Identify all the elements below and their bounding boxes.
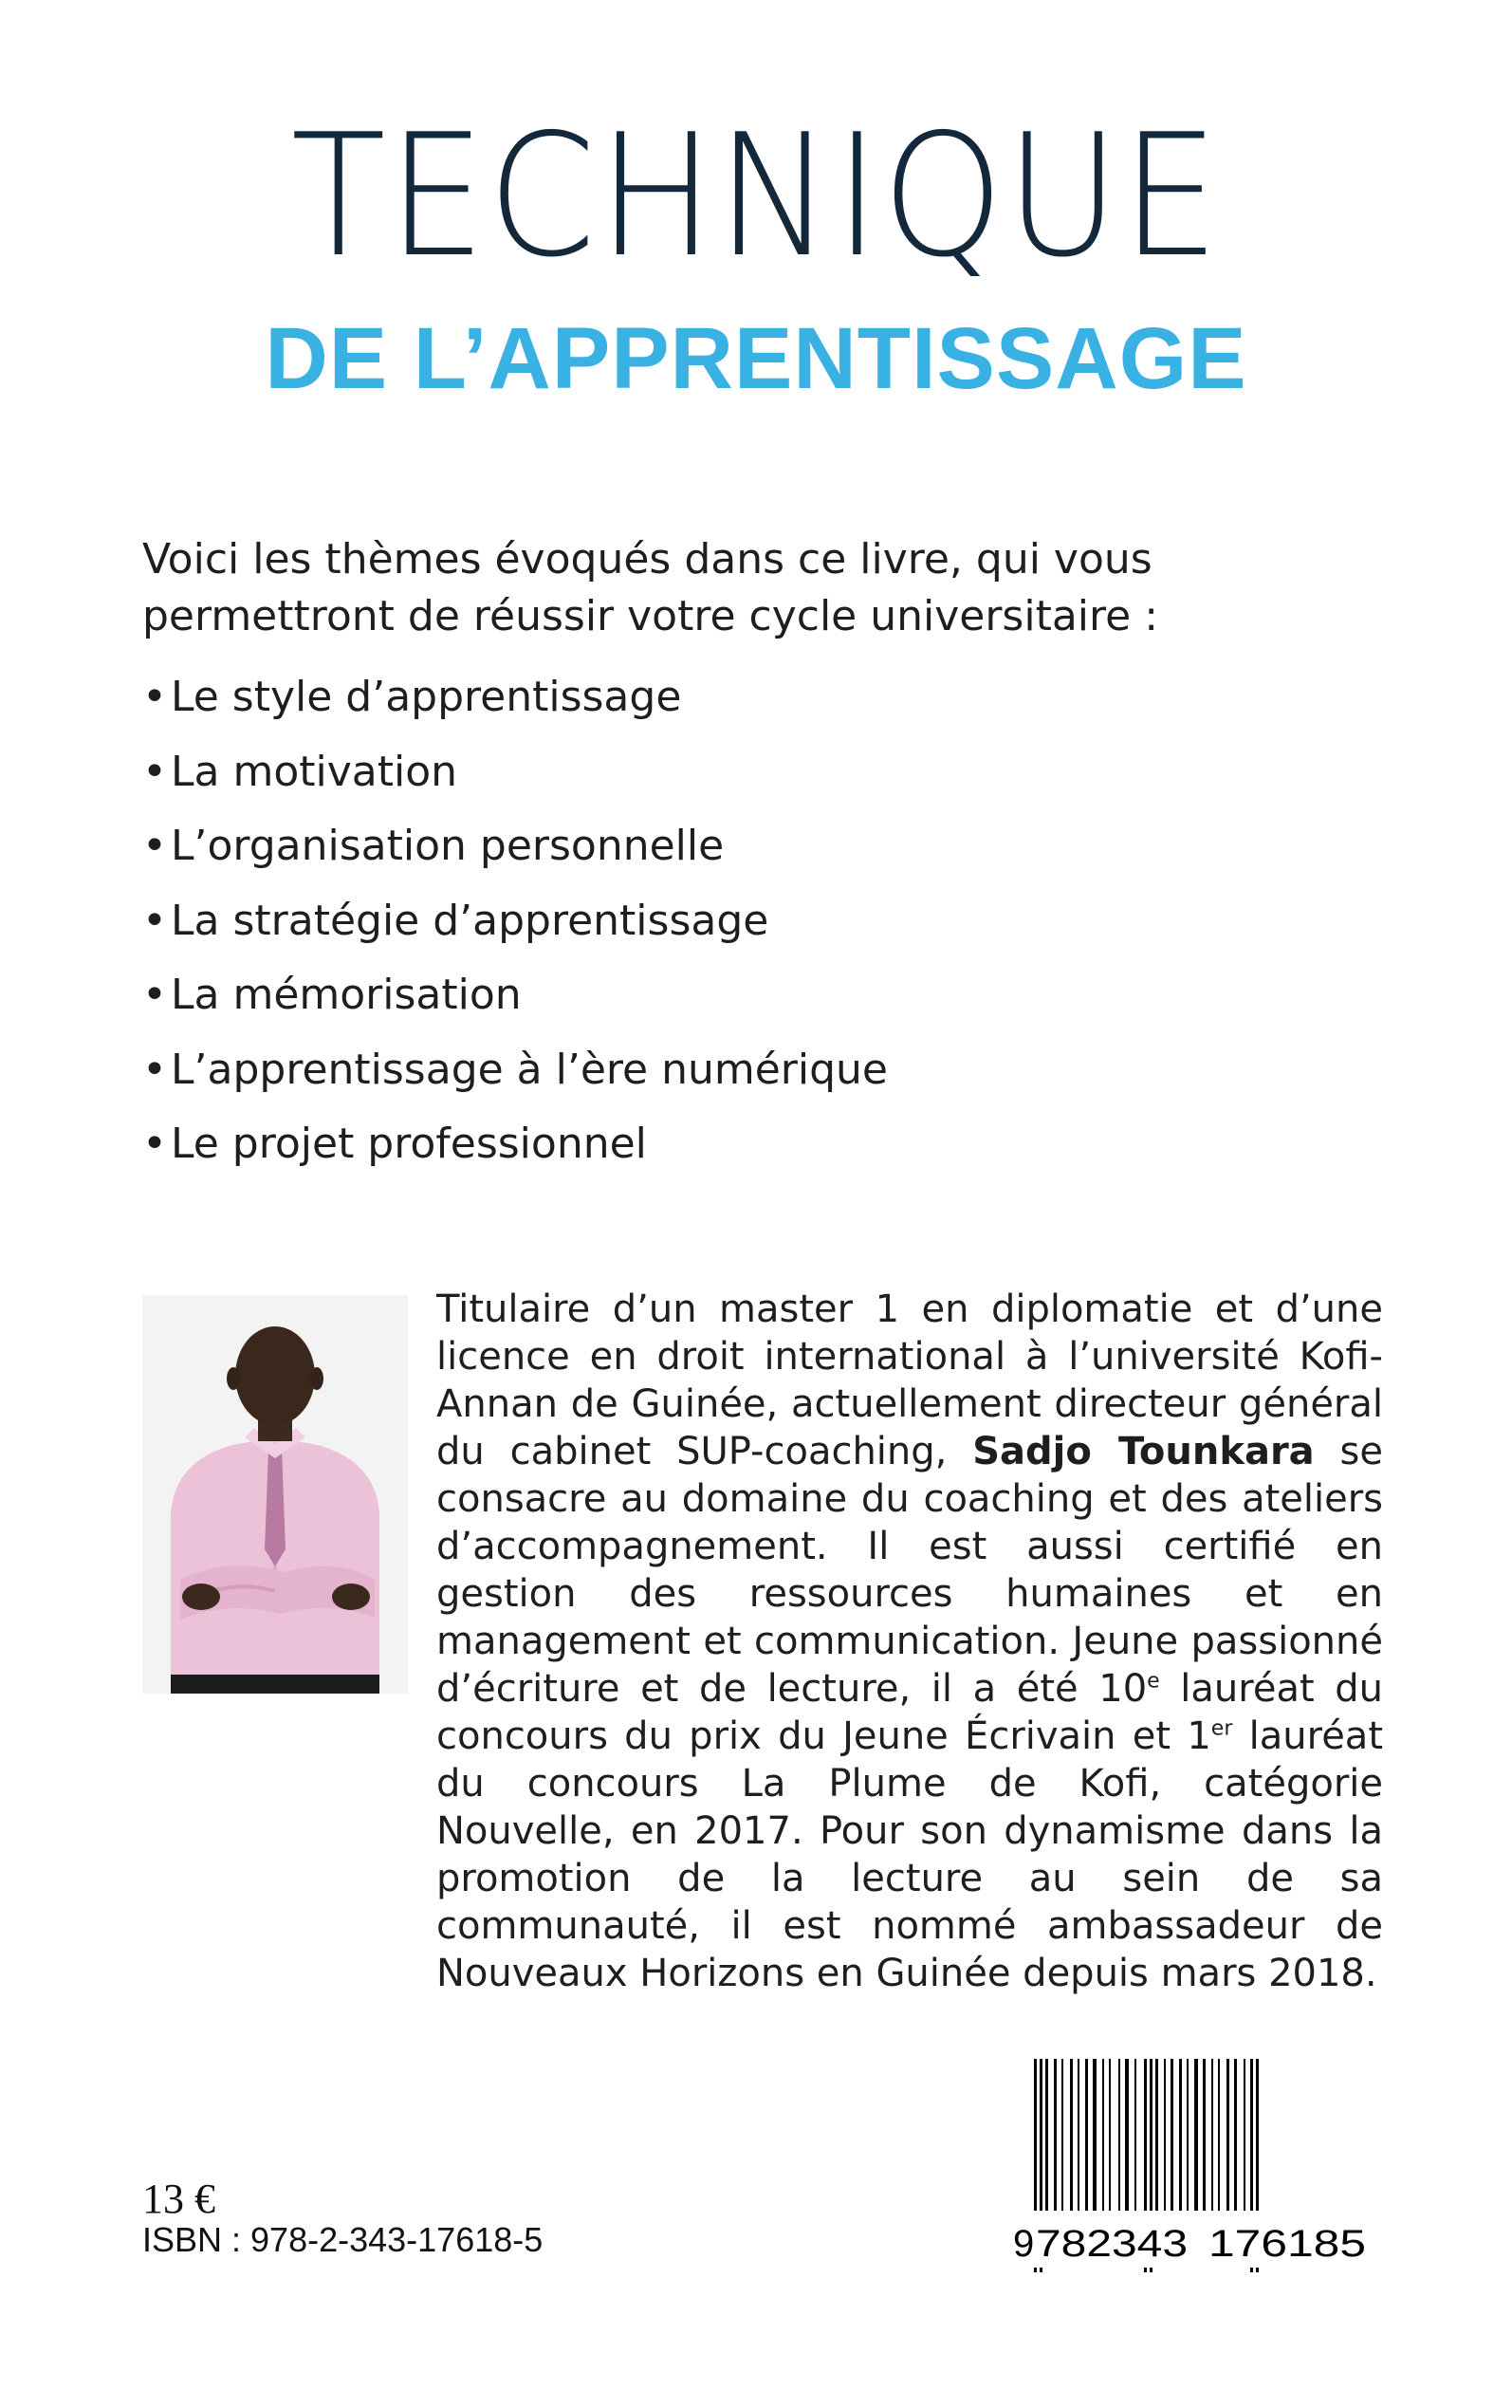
author-photo bbox=[142, 1295, 408, 1694]
theme-item: •L’organisation personnelle bbox=[142, 809, 888, 884]
author-bio: Titulaire d’un master 1 en diplomatie et d’une licence en droit international à l’université Kofi-Annan de Guinée, actuellement directeur général du cabinet SUP-coaching, Sadjo Tounkara se consacre au domaine du coaching et des ateliers d’accompagnement. Il est aussi certifié en gestion des ressources humaines et en management et communication. Jeune passionné d’écriture et de lecture, il a été 10e lauréat du concours du prix du Jeune Écrivain et 1er lauréat du concours La Plume de Kofi, catégorie Nouvelle, en 2017. Pour son dynamisme dans la promotion de la lecture au sein de sa communauté, il est nommé ambassadeur de Nouveaux Horizons en Guinée depuis mars 2018. bbox=[436, 1287, 1383, 1995]
price: 13 € bbox=[142, 2176, 215, 2222]
theme-item: •La motivation bbox=[142, 735, 888, 810]
bullet-icon: • bbox=[142, 747, 167, 796]
bullet-icon: • bbox=[142, 1045, 167, 1094]
bullet-icon: • bbox=[142, 822, 167, 870]
bullet-icon: • bbox=[142, 1120, 167, 1168]
theme-item: •La mémorisation bbox=[142, 958, 888, 1033]
intro-text: Voici les thèmes évoqués dans ce livre, qui vous permettront de réussir votre cycle universitaire : bbox=[142, 535, 1159, 640]
barcode-digit-left: 782343 bbox=[1036, 2223, 1188, 2265]
theme-item: •L’apprentissage à l’ère numérique bbox=[142, 1033, 888, 1108]
barcode-digits bbox=[1005, 2211, 1375, 2268]
isbn: ISBN : 978-2-343-17618-5 bbox=[142, 2220, 544, 2259]
author-portrait-icon bbox=[142, 1295, 408, 1694]
theme-item: •Le projet professionnel bbox=[142, 1107, 888, 1182]
themes-list bbox=[142, 660, 888, 1182]
barcode-digit-right: 176185 bbox=[1208, 2223, 1366, 2265]
bullet-icon: • bbox=[142, 896, 167, 945]
bullet-icon: • bbox=[142, 673, 167, 721]
theme-item: •Le style d’apprentissage bbox=[142, 660, 888, 735]
barcode-digit-first: 9 bbox=[1013, 2223, 1035, 2265]
bullet-icon: • bbox=[142, 971, 167, 1019]
book-subtitle: DE L’APPRENTISSAGE bbox=[265, 310, 1247, 407]
book-title: TECHNIQUE bbox=[290, 98, 1222, 294]
theme-item: •La stratégie d’apprentissage bbox=[142, 884, 888, 959]
author-name: Sadjo Tounkara bbox=[972, 1430, 1315, 1473]
